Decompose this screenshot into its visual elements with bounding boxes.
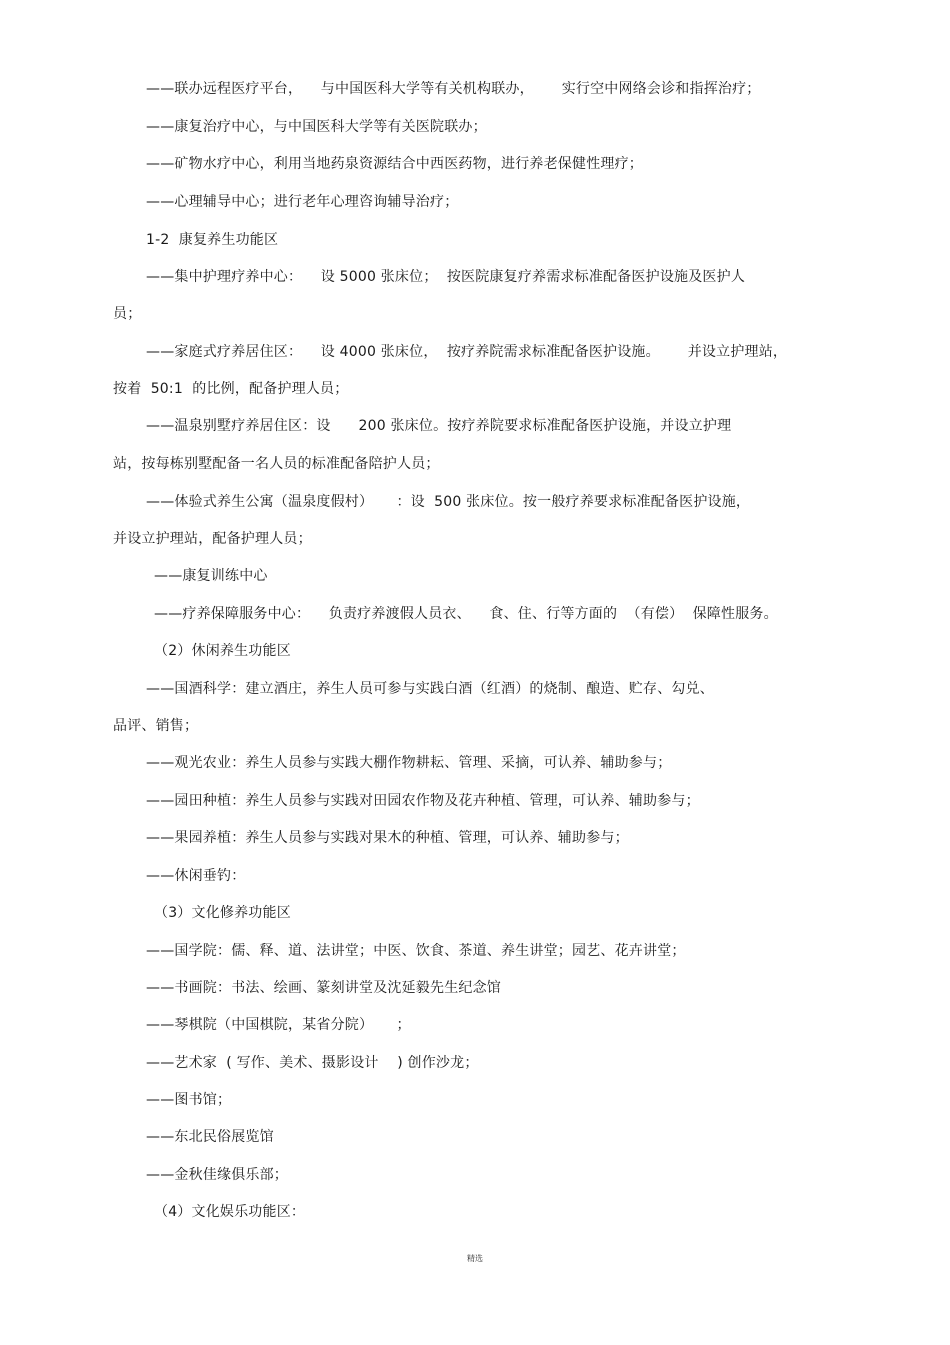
- text-line: ——国学院：儒、释、道、法讲堂；中医、饮食、茶道、养生讲堂；园艺、花卉讲堂；: [146, 943, 686, 959]
- text-line: ——矿物水疗中心，利用当地药泉资源结合中西医药物，进行养老保健性理疗；: [146, 156, 643, 172]
- section-heading: （2）休闲养生功能区: [154, 643, 291, 659]
- text-line: ——书画院：书法、绘画、篆刻讲堂及沈延毅先生纪念馆: [146, 980, 501, 996]
- text-line: 并设立护理站，配备护理人员；: [113, 531, 312, 547]
- text-line: 员；: [113, 306, 142, 322]
- text-line: ——琴棋院（中国棋院，某省分院） ；: [146, 1017, 411, 1033]
- text-line: ——集中护理疗养中心： 设 5000 张床位； 按医院康复疗养需求标准配备医护设施及医护人: [146, 269, 746, 285]
- text-line: ——果园养植：养生人员参与实践对果木的种植、管理，可认养、辅助参与；: [146, 830, 629, 846]
- text-line: ——体验式养生公寓（温泉度假村） ：设 500 张床位。按一般疗养要求标准配备医护设施，: [146, 494, 751, 510]
- text-line: ——东北民俗展览馆: [146, 1129, 274, 1145]
- text-line: ——艺术家 ( 写作、美术、摄影设计 ) 创作沙龙；: [146, 1055, 479, 1071]
- text-line: ——疗养保障服务中心： 负责疗养渡假人员衣、 食、住、行等方面的 （有偿） 保障性服务。: [154, 606, 778, 622]
- text-line: 按着 50:1 的比例，配备护理人员；: [113, 381, 349, 397]
- text-line: ——图书馆；: [146, 1092, 232, 1108]
- text-line: ——康复治疗中心，与中国医科大学等有关医院联办；: [146, 119, 487, 135]
- text-line: ——观光农业：养生人员参与实践大棚作物耕耘、管理、采摘，可认养、辅助参与；: [146, 755, 672, 771]
- section-heading: （3）文化修养功能区: [154, 905, 291, 921]
- text-line: ——金秋佳缘俱乐部；: [146, 1167, 288, 1183]
- text-line: ——联办远程医疗平台， 与中国医科大学等有关机构联办， 实行空中网络会诊和指挥治疗；: [146, 81, 761, 97]
- text-line: ——温泉别墅疗养居住区：设 200 张床位。按疗养院要求标准配备医护设施，并设立护理: [146, 418, 732, 434]
- text-line: ——国酒科学：建立酒庄，养生人员可参与实践白酒（红酒）的烧制、酿造、贮存、勾兑、: [146, 681, 714, 697]
- text-line: ——家庭式疗养居住区： 设 4000 张床位， 按疗养院需求标准配备医护设施。 并设立护理站，: [146, 344, 788, 360]
- text-line: ——康复训练中心: [154, 568, 268, 584]
- section-heading: （4）文化娱乐功能区：: [154, 1204, 306, 1220]
- text-line: ——心理辅导中心；进行老年心理咨询辅导治疗；: [146, 194, 459, 210]
- section-heading: 1-2 康复养生功能区: [146, 232, 279, 248]
- text-line: 站，按每栋别墅配备一名人员的标准配备陪护人员；: [113, 456, 440, 472]
- text-line: ——园田种植：养生人员参与实践对田园农作物及花卉种植、管理，可认养、辅助参与；: [146, 793, 700, 809]
- text-line: 品评、销售；: [113, 718, 199, 734]
- text-line: ——休闲垂钓：: [146, 868, 246, 884]
- page-footer: 精选: [467, 1254, 483, 1263]
